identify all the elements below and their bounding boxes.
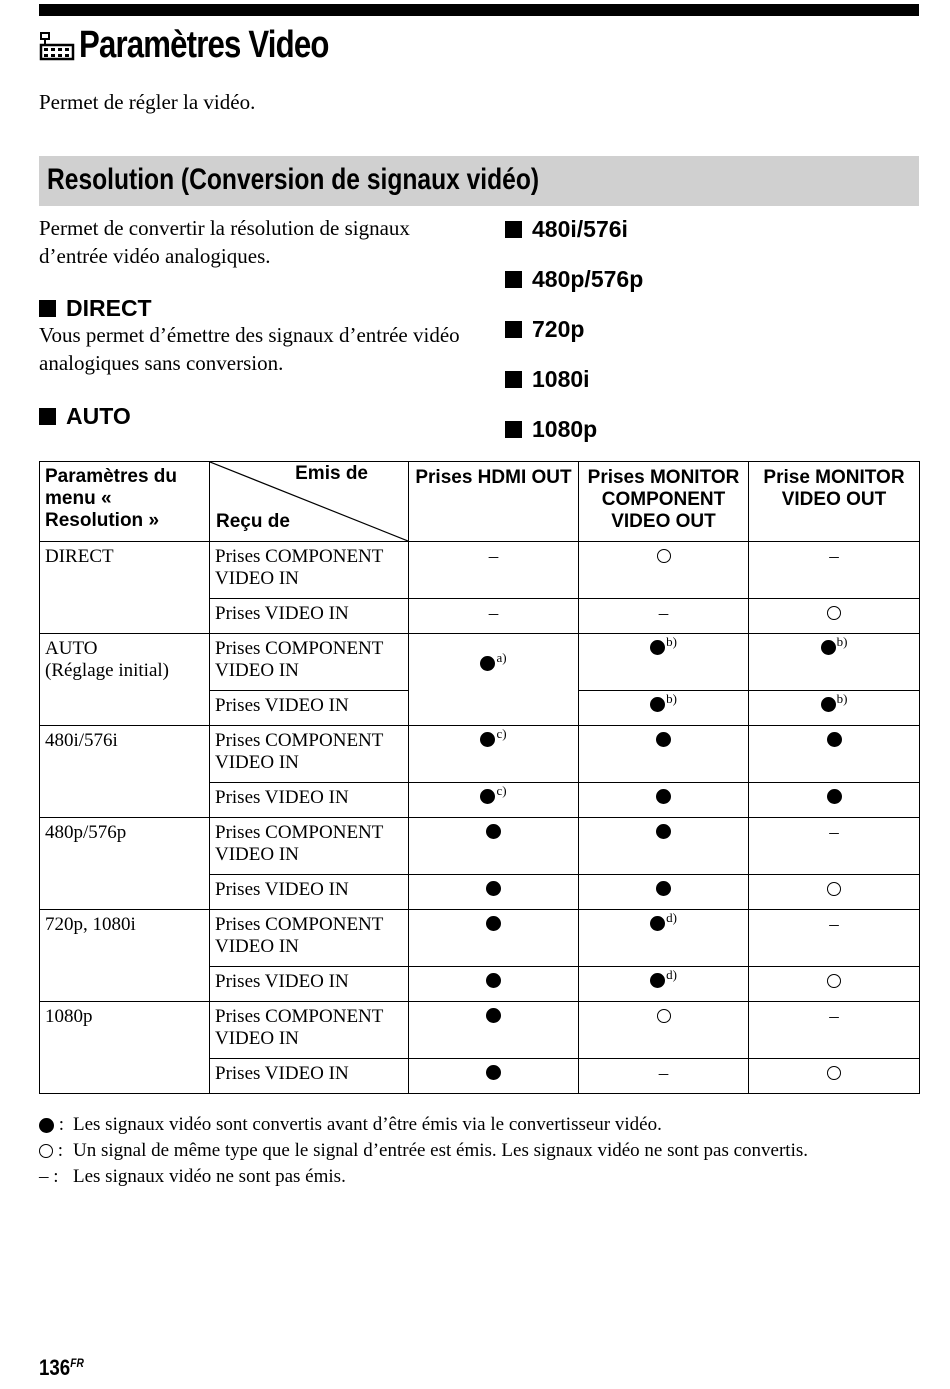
filled-circle-icon bbox=[827, 789, 842, 804]
menu-setting-cell: 1080p bbox=[40, 1002, 210, 1094]
open-circle-icon bbox=[827, 882, 841, 896]
input-cell: Prises VIDEO IN bbox=[210, 875, 409, 910]
footnote-marker: b) bbox=[666, 634, 677, 649]
input-cell: Prises VIDEO IN bbox=[210, 783, 409, 818]
filled-circle-icon bbox=[486, 824, 501, 839]
component-out-cell bbox=[579, 634, 749, 691]
square-bullet-icon bbox=[505, 321, 522, 338]
input-cell: Prises VIDEO IN bbox=[210, 691, 409, 726]
option-direct-description: Vous permet d’émettre des signaux d’entrée vidéo analogiques sans conversion. bbox=[39, 323, 460, 375]
component-out-cell bbox=[579, 599, 749, 634]
square-bullet-icon bbox=[505, 421, 522, 438]
option-480p bbox=[505, 266, 643, 293]
component-out-cell bbox=[579, 542, 749, 599]
option-label: 480p/576p bbox=[532, 266, 644, 292]
page-number: $136^{FR}$ bbox=[39, 1355, 84, 1380]
legend-item bbox=[39, 1164, 919, 1190]
dash-icon: – bbox=[829, 546, 839, 567]
filled-circle-icon bbox=[486, 1065, 501, 1080]
footnote-marker: c) bbox=[496, 783, 507, 798]
header-menu: Paramètres du menu « Resolution » bbox=[40, 462, 210, 542]
option-label: AUTO bbox=[66, 403, 131, 429]
video-settings-icon bbox=[39, 27, 75, 63]
square-bullet-icon bbox=[505, 221, 522, 238]
footnote-marker: c) bbox=[496, 726, 507, 741]
menu-setting-cell: 480i/576i bbox=[40, 726, 210, 818]
option-label: 1080i bbox=[532, 366, 590, 392]
square-bullet-icon bbox=[505, 271, 522, 288]
header-emis: Emis de bbox=[295, 463, 368, 484]
section-header bbox=[39, 156, 919, 206]
header-hdmi: Prises HDMI OUT bbox=[409, 462, 579, 542]
component-out-cell bbox=[579, 818, 749, 875]
input-cell: Prises COMPONENT VIDEO IN bbox=[210, 1002, 409, 1059]
input-cell: Prises COMPONENT VIDEO IN bbox=[210, 542, 409, 599]
dash-icon: – bbox=[658, 603, 669, 624]
hdmi-cell bbox=[409, 1002, 579, 1059]
dash-icon: – bbox=[658, 1063, 669, 1084]
legend bbox=[39, 1112, 919, 1190]
header-video-out: Prise MONITOR VIDEO OUT bbox=[749, 462, 920, 542]
filled-circle-icon bbox=[486, 1008, 501, 1023]
menu-setting-cell: DIRECT bbox=[40, 542, 210, 634]
component-out-cell bbox=[579, 1059, 749, 1094]
video-out-cell bbox=[749, 910, 920, 967]
filled-circle-icon: : bbox=[39, 1112, 73, 1138]
menu-setting-cell: AUTO (Réglage initial) bbox=[40, 634, 210, 726]
resolution-table bbox=[39, 461, 920, 1094]
option-auto bbox=[39, 403, 131, 430]
input-cell: Prises COMPONENT VIDEO IN bbox=[210, 910, 409, 967]
open-circle-icon bbox=[827, 606, 841, 620]
hdmi-cell bbox=[409, 1059, 579, 1094]
video-out-cell bbox=[749, 726, 920, 783]
footnote-marker: b) bbox=[836, 691, 848, 706]
footnote-marker: d) bbox=[666, 967, 677, 982]
legend-item bbox=[39, 1138, 919, 1164]
dash-icon: – bbox=[488, 546, 499, 567]
option-label: 720p bbox=[532, 316, 585, 342]
input-cell: Prises COMPONENT VIDEO IN bbox=[210, 818, 409, 875]
section-description: Permet de convertir la résolution de signaux d’entrée vidéo analogiques. bbox=[39, 216, 410, 268]
header-diagonal bbox=[210, 462, 409, 542]
video-out-cell bbox=[749, 818, 920, 875]
video-out-cell bbox=[749, 783, 920, 818]
menu-setting-note: (Réglage initial) bbox=[45, 660, 169, 681]
dash-icon: – bbox=[829, 822, 839, 843]
option-1080i bbox=[505, 366, 590, 393]
input-cell: Prises VIDEO IN bbox=[210, 599, 409, 634]
video-out-cell bbox=[749, 967, 920, 1002]
option-720p bbox=[505, 316, 584, 343]
hdmi-cell bbox=[409, 910, 579, 967]
dash-icon: – : bbox=[39, 1166, 59, 1187]
open-circle-icon bbox=[827, 1066, 841, 1080]
header-component-out: Prises MONITOR COMPONENT VIDEO OUT bbox=[579, 462, 749, 542]
component-out-cell bbox=[579, 967, 749, 1002]
open-circle-icon bbox=[657, 1009, 671, 1023]
table-row bbox=[40, 542, 920, 599]
dash-icon: – bbox=[829, 914, 839, 935]
table-row bbox=[40, 634, 920, 691]
filled-circle-icon bbox=[650, 916, 665, 931]
component-out-cell bbox=[579, 691, 749, 726]
component-out-cell bbox=[579, 910, 749, 967]
filled-circle-icon bbox=[650, 640, 665, 655]
filled-circle-icon bbox=[656, 824, 671, 839]
menu-setting-cell: 720p, 1080i bbox=[40, 910, 210, 1002]
table-row bbox=[40, 818, 920, 875]
page-language: FR bbox=[70, 1356, 84, 1370]
table-row bbox=[40, 726, 920, 783]
filled-circle-icon bbox=[486, 916, 501, 931]
component-out-cell bbox=[579, 726, 749, 783]
legend-text: Un signal de même type que le signal d’entrée est émis. Les signaux vidéo ne sont pas convertis. bbox=[73, 1140, 809, 1161]
hdmi-cell bbox=[409, 818, 579, 875]
video-out-cell bbox=[749, 1059, 920, 1094]
filled-circle-icon bbox=[650, 973, 665, 988]
footnote-marker: b) bbox=[836, 634, 848, 649]
top-rule bbox=[39, 4, 919, 16]
filled-circle-icon bbox=[650, 697, 665, 712]
hdmi-cell bbox=[409, 726, 579, 783]
option-1080p bbox=[505, 416, 597, 443]
table-body bbox=[40, 542, 920, 1094]
input-cell: Prises VIDEO IN bbox=[210, 1059, 409, 1094]
component-out-cell bbox=[579, 783, 749, 818]
video-out-cell bbox=[749, 691, 920, 726]
component-out-cell bbox=[579, 1002, 749, 1059]
video-out-cell bbox=[749, 875, 920, 910]
input-cell: Prises COMPONENT VIDEO IN bbox=[210, 726, 409, 783]
filled-circle-icon bbox=[480, 789, 495, 804]
hdmi-cell bbox=[409, 634, 579, 726]
intro-text: Permet de régler la vidéo. bbox=[39, 90, 256, 114]
filled-circle-icon bbox=[480, 732, 495, 747]
component-out-cell bbox=[579, 875, 749, 910]
video-out-cell bbox=[749, 634, 920, 691]
legend-text: Les signaux vidéo ne sont pas émis. bbox=[73, 1166, 346, 1187]
video-out-cell bbox=[749, 542, 920, 599]
video-out-cell bbox=[749, 1002, 920, 1059]
hdmi-cell bbox=[409, 875, 579, 910]
square-bullet-icon bbox=[39, 300, 56, 317]
hdmi-cell bbox=[409, 599, 579, 634]
option-label: 480i/576i bbox=[532, 216, 628, 242]
footnote-marker: a) bbox=[496, 650, 507, 665]
square-bullet-icon bbox=[505, 371, 522, 388]
filled-circle-icon bbox=[656, 732, 671, 747]
option-label: DIRECT bbox=[66, 295, 152, 321]
input-cell: Prises COMPONENT VIDEO IN bbox=[210, 634, 409, 691]
hdmi-cell bbox=[409, 783, 579, 818]
footnote-marker: d) bbox=[666, 910, 677, 925]
table-row bbox=[40, 910, 920, 967]
filled-circle-icon bbox=[486, 973, 501, 988]
option-direct bbox=[39, 295, 152, 322]
table-row bbox=[40, 1002, 920, 1059]
open-circle-icon: : bbox=[39, 1138, 73, 1164]
legend-text: Les signaux vidéo sont convertis avant d’être émis via le convertisseur vidéo. bbox=[73, 1114, 662, 1135]
option-label: 1080p bbox=[532, 416, 598, 442]
open-circle-icon bbox=[657, 549, 671, 563]
dash-icon: – bbox=[488, 603, 499, 624]
filled-circle-icon bbox=[480, 656, 495, 671]
hdmi-cell bbox=[409, 542, 579, 599]
filled-circle-icon bbox=[656, 789, 671, 804]
filled-circle-icon bbox=[821, 697, 836, 712]
open-circle-icon bbox=[827, 974, 841, 988]
footnote-marker: b) bbox=[666, 691, 677, 706]
filled-circle-icon bbox=[486, 881, 501, 896]
page-title bbox=[39, 20, 383, 70]
header-recu: Reçu de bbox=[216, 511, 290, 532]
option-480i bbox=[505, 216, 628, 243]
filled-circle-icon bbox=[827, 732, 842, 747]
hdmi-cell bbox=[409, 967, 579, 1002]
legend-item bbox=[39, 1112, 919, 1138]
input-cell: Prises VIDEO IN bbox=[210, 967, 409, 1002]
square-bullet-icon bbox=[39, 408, 56, 425]
filled-circle-icon bbox=[656, 881, 671, 896]
dash-icon: – bbox=[829, 1006, 839, 1027]
menu-setting-cell: 480p/576p bbox=[40, 818, 210, 910]
video-out-cell bbox=[749, 599, 920, 634]
section-title: Resolution (Conversion de signaux vidéo) bbox=[47, 163, 540, 196]
page-title-text: Paramètres Video bbox=[79, 23, 329, 66]
filled-circle-icon bbox=[821, 640, 836, 655]
